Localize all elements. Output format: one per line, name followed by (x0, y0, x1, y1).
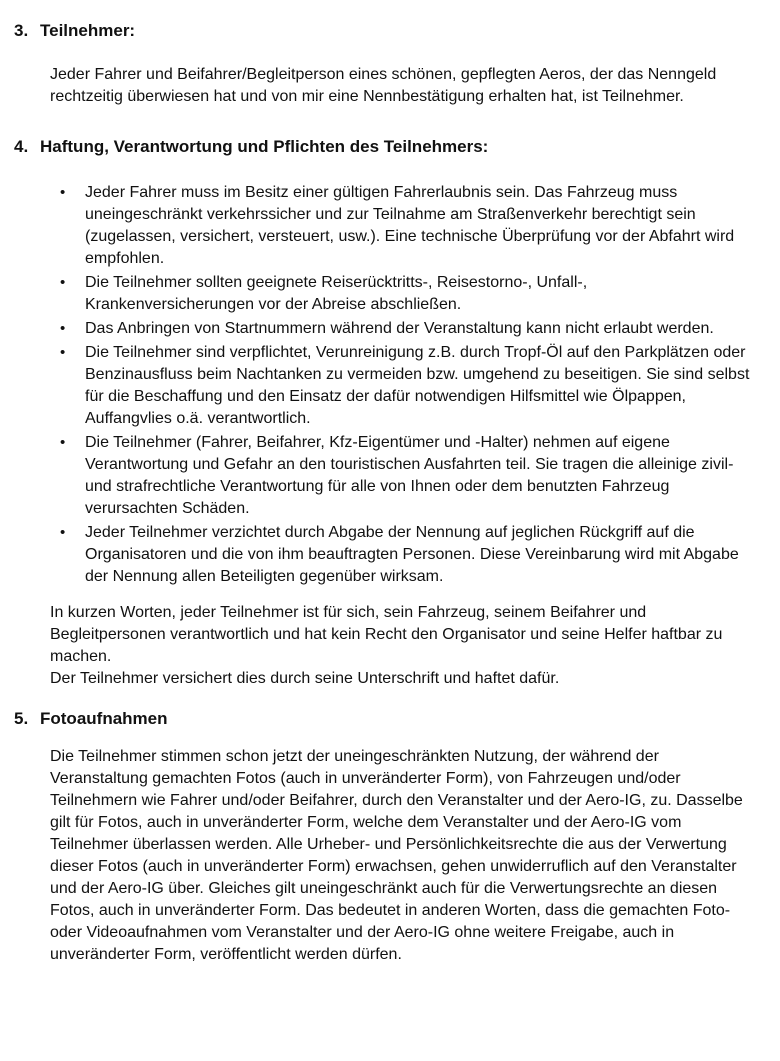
section-3-heading (0, 20, 780, 42)
bullet-item-rueckgriff: • Jeder Teilnehmer verzichtet durch Abgabe der Nennung auf jeglichen Rückgriff auf die Organisatoren und die von ihm beauftragten Personen. Diese Vereinbarung wird mit Abgabe der Nennung allen Beteiligten gegenüber wirksam. (85, 522, 750, 588)
bullet-item-fahrerlaubnis: • Jeder Fahrer muss im Besitz einer gültigen Fahrerlaubnis sein. Das Fahrzeug muss uneingeschränkt verkehrssicher und zur Teilnahme am Straßenverkehr berechtigt sein (zugelassen, versichert, versteuert, usw.). Eine technische Überprüfung vor der Abfahrt wird empfohlen. (85, 182, 750, 270)
section-5-heading (0, 708, 780, 730)
section-4-title: Haftung, Verantwortung und Pflichten des Teilnehmers: (40, 137, 489, 156)
section-5-number: 5. (14, 709, 29, 728)
section-5-title: Fotoaufnahmen (40, 709, 168, 728)
bullet-item-versicherungen: • Die Teilnehmer sollten geeignete Reiserücktritts-, Reisestorno-, Unfall-, Krankenversicherungen vor der Abreise abschließen. (85, 272, 750, 316)
section-4-closing-paragraph-1: In kurzen Worten, jeder Teilnehmer ist für sich, sein Fahrzeug, seinem Beifahrer und Begleitpersonen verantwortlich und hat kein Recht den Organisator und seine Helfer haftbar zu machen. (50, 604, 723, 665)
bullet-item-eigene-verantwortung: • Die Teilnehmer (Fahrer, Beifahrer, Kfz-Eigentümer und -Halter) nehmen auf eigene Verantwortung und Gefahr an den touristischen Ausfahrten teil. Sie tragen die alleinige zivil- und strafrechtliche Verantwortung für alle von Ihnen oder dem benutzten Fahrzeug verursachten Schäden. (85, 432, 750, 520)
section-3-paragraph: Jeder Fahrer und Beifahrer/Begleitperson eines schönen, gepflegten Aeros, der das Nenngeld rechtzeitig überwiesen hat und von mir eine Nennbestätigung erhalten hat, ist Teilnehmer. (50, 66, 717, 105)
bullet-item-startnummern: • Das Anbringen von Startnummern während der Veranstaltung kann nicht erlaubt werden. (85, 318, 750, 340)
section-4-number: 4. (14, 137, 29, 156)
section-4-heading (0, 136, 780, 158)
section-3-number: 3. (14, 21, 29, 40)
section-5-fotoaufnahmen (0, 708, 780, 966)
section-3-title: Teilnehmer: (40, 21, 136, 40)
section-4-haftung (0, 136, 780, 690)
section-4-bullet-list (0, 182, 750, 588)
section-5-paragraph: Die Teilnehmer stimmen schon jetzt der uneingeschränkten Nutzung, der während der Veranstaltung gemachten Fotos (auch in unveränderter Form), von Fahrzeugen und/oder Teilnehmern wie Fahrer und/oder Beifahrer, durch den Veranstalter und der Aero-IG, zu. Dasselbe gilt für Fotos, auch in unveränderter Form, welche dem Veranstalter und der Aero-IG vom Teilnehmer überlassen werden. Alle Urheber- und Persönlichkeitsrechte die aus der Verwertung dieser Fotos (auch in unveränderter Form) erwachsen, gehen unwiderruflich auf den Veranstalter und der Aero-IG über. Gleiches gilt uneingeschränkt auch für die Verwertungsrechte an diesen Fotos, auch in unveränderter Form. Das bedeutet in anderen Worten, dass die gemachten Foto- oder Videoaufnahmen vom Veranstalter und der Aero-IG ohne weitere Freigabe, auch in unveränderter Form, veröffentlicht werden dürfen. (50, 748, 743, 963)
section-4-closing-paragraph-2: Der Teilnehmer versichert dies durch seine Unterschrift und haftet dafür. (50, 670, 560, 687)
bullet-item-verunreinigung: • Die Teilnehmer sind verpflichtet, Verunreinigung z.B. durch Tropf-Öl auf den Parkplätzen oder Benzinausfluss beim Nachtanken zu vermeiden bzw. umgehend zu beseitigen. Sie sind selbst für die Beschaffung und den Einsatz der dafür notwendigen Hilfsmittel wie Ölpappen, Auffangvlies o.ä. verantwortlich. (85, 342, 750, 430)
section-3-teilnehmer (0, 20, 780, 108)
